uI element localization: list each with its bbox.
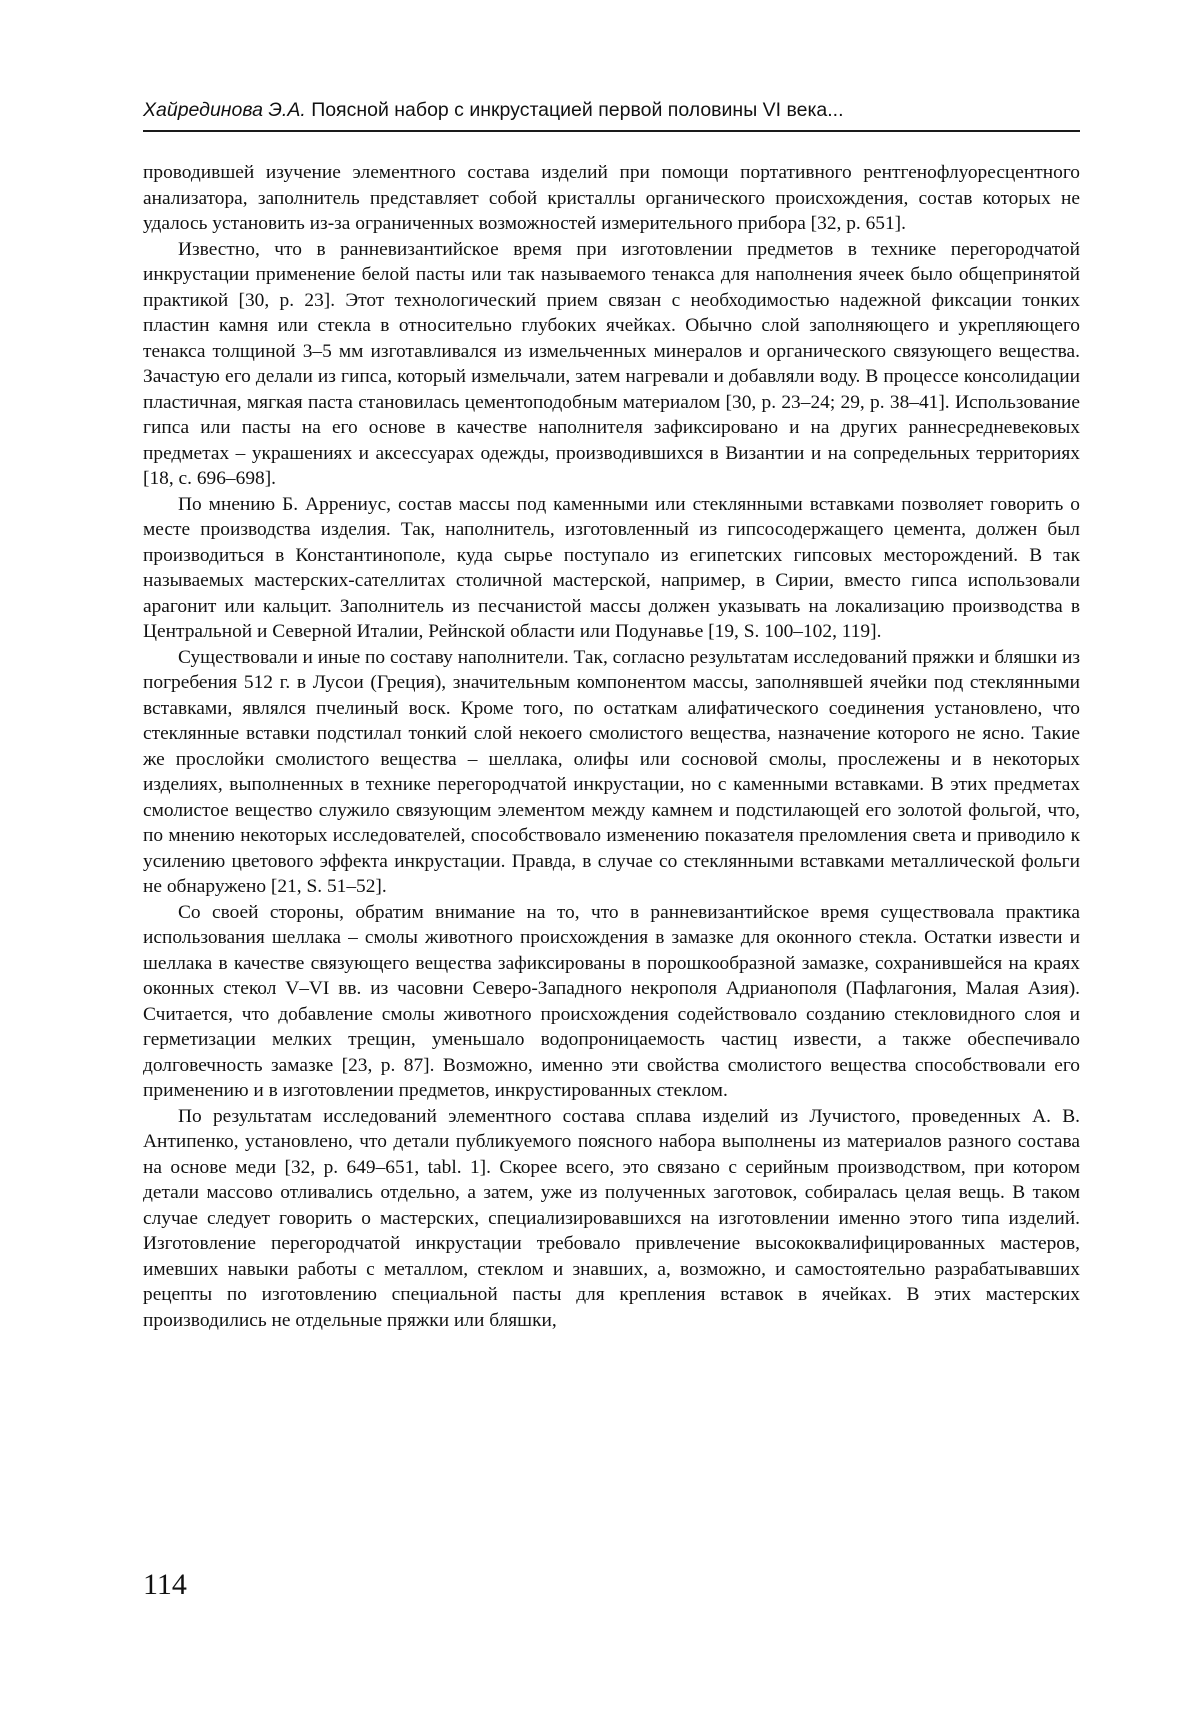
paragraph: По мнению Б. Аррениус, состав массы под каменными или стеклянными вставками позволяет говорить о месте производства изделия. Так, наполнитель, изготовленный из гипсосодержащего цемента, должен был производиться в Константинополе, куда сырье поступало из египетских гипсовых месторождений. В так называемых мастерских-сателлитах столичной мастерской, например, в Сирии, вместо гипса использовали арагонит или кальцит. Заполнитель из песчанистой массы должен указывать на локализацию производства в Центральной и Северной Италии, Рейнской области или Подунавье [19, S. 100–102, 119].: [143, 493, 1080, 642]
paragraph: Известно, что в ранневизантийское время при изготовлении предметов в технике перегородчатой инкрустации применение белой пасты или так называемого тенакса для наполнения ячеек было общепринятой практикой [30, p. 23]. Этот технологический прием связан с необходимостью надежной фиксации тонких пластин камня или стекла в относительно глубоких ячейках. Обычно слой заполняющего и укрепляющего тенакса толщиной 3–5 мм изготавливался из измельченных минералов и органического связующего вещества. Зачастую его делали из гипса, который измельчали, затем нагревали и добавляли воду. В процессе консолидации пластичная, мягкая паста становилась цементоподобным материалом [30, p. 23–24; 29, p. 38–41]. Использование гипса или пасты на его основе в качестве наполнителя зафиксировано и на других раннесредневековых предметах – украшениях и аксессуарах одежды, производившихся в Византии и на сопредельных территориях [18, с. 696–698].: [143, 238, 1080, 489]
paragraph: Существовали и иные по составу наполнители. Так, согласно результатам исследований пряжки и бляшки из погребения 512 г. в Лусои (Греция), значительным компонентом массы, заполнявшей ячейки под стеклянными вставками, являлся пчелиный воск. Кроме того, по остаткам алифатического соединения установлено, что стеклянные вставки подстилал тонкий слой некоего смолистого вещества, назначение которого не ясно. Такие же прослойки смолистого вещества – шеллака, олифы или сосновой смолы, прослежены и в некоторых изделиях, выполненных в технике перегородчатой инкрустации, но с каменными вставками. В этих предметах смолистое вещество служило связующим элементом между камнем и подстилающей его золотой фольгой, что, по мнению некоторых исследователей, способствовало изменению показателя преломления света и приводило к усилению цветового эффекта инкрустации. Правда, в случае со стеклянными вставками металлической фольги не обнаружено [21, S. 51–52].: [143, 646, 1080, 897]
page-number: 114: [143, 1568, 187, 1601]
header-title: Поясной набор с инкрустацией первой половины VI века...: [311, 99, 844, 121]
paragraph: Со своей стороны, обратим внимание на то, что в ранневизантийское время существовала практика использования шеллака – смолы животного происхождения в замазке для оконного стекла. Остатки извести и шеллака в качестве связующего вещества зафиксированы в порошкообразной замазке, сохранившейся на краях оконных стекол V–VI вв. из часовни Северо-Западного некрополя Адрианополя (Пафлагония, Малая Азия). Считается, что добавление смолы животного происхождения содействовало созданию стекловидного слоя и герметизации мелких трещин, уменьшало водопроницаемость частиц извести, а также обеспечивало долговечность замазке [23, p. 87]. Возможно, именно эти свойства смолистого вещества способствовали его применению и в изготовлении предметов, инкрустированных стеклом.: [143, 901, 1080, 1101]
article-body: [143, 160, 1080, 1333]
paragraph: По результатам исследований элементного состава сплава изделий из Лучистого, проведенных А. В. Антипенко, установлено, что детали публикуемого поясного набора выполнены из материалов разного состава на основе меди [32, p. 649–651, tabl. 1]. Скорее всего, это связано с серийным производством, при котором детали массово отливались отдельно, а затем, уже из полученных заготовок, собиралась целая вещь. В таком случае следует говорить о мастерских, специализировавшихся на изготовлении именно этого типа изделий. Изготовление перегородчатой инкрустации требовало привлечение высококвалифицированных мастеров, имевших навыки работы с металлом, стеклом и знавших, а, возможно, и самостоятельно разрабатывавших рецепты по изготовлению специальной пасты для крепления вставок в ячейках. В этих мастерских производились не отдельные пряжки или бляшки,: [143, 1105, 1080, 1331]
running-header: [143, 96, 1080, 132]
paragraph: проводившей изучение элементного состава изделий при помощи портативного рентгенофлуоресцентного анализатора, заполнитель представляет собой кристаллы органического происхождения, состав которых не удалось установить из-за ограниченных возможностей измерительного прибора [32, p. 651].: [143, 162, 1080, 234]
header-author: Хайрединова Э.А.: [143, 99, 306, 121]
